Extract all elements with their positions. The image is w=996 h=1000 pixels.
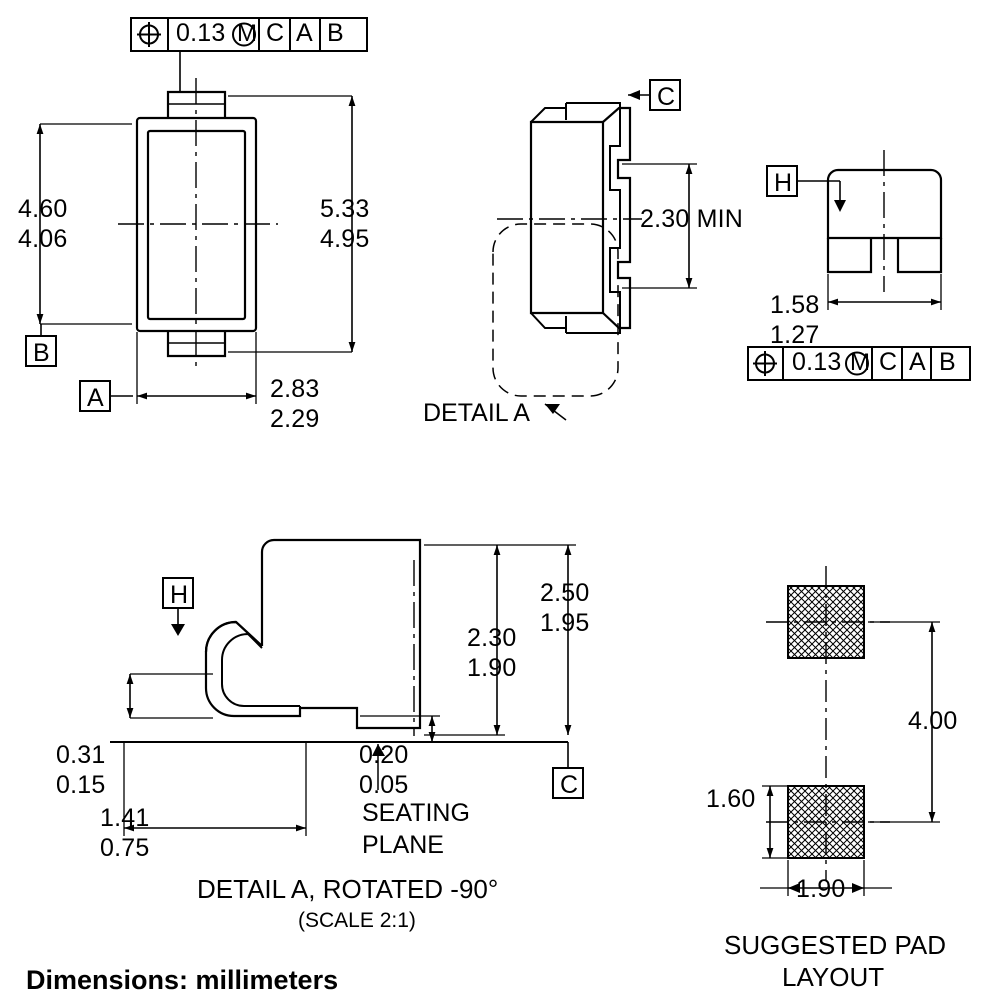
detail-lead-thickness-min: 0.15 <box>56 771 106 799</box>
pad-pitch-dim: 4.00 <box>908 707 958 735</box>
detail-a-callout: DETAIL A <box>423 399 530 427</box>
detail-standoff-min: 0.05 <box>359 771 409 799</box>
top-view-body-min: 2.29 <box>270 405 320 433</box>
seating-plane-label-line2: PLANE <box>362 831 444 859</box>
detail-overall-min: 1.95 <box>540 609 590 637</box>
top-view-fcf-material-modifier: M <box>237 20 257 47</box>
detail-lead-thickness-max: 0.31 <box>56 741 106 769</box>
pad-width-dim: 1.90 <box>796 875 846 903</box>
datum-h-label-detail: H <box>170 581 189 609</box>
top-view-fcf-tolerance: 0.13 <box>176 19 226 47</box>
top-view-width-min: 4.06 <box>18 225 68 253</box>
detail-foot-min: 0.75 <box>100 834 150 862</box>
pad-layout-caption-line1: SUGGESTED PAD <box>724 930 947 960</box>
end-view-fcf-tolerance: 0.13 <box>792 348 842 376</box>
detail-standoff-max: 0.20 <box>359 741 409 769</box>
datum-a-label: A <box>87 384 104 412</box>
end-view-fcf-datum-a: A <box>909 348 926 376</box>
pad-height-dim: 1.60 <box>706 785 756 813</box>
end-view-fcf-datum-c: C <box>879 348 898 376</box>
units-note: Dimensions: millimeters <box>26 965 339 995</box>
detail-a-scale-note: (SCALE 2:1) <box>298 909 416 932</box>
seating-plane-label-line1: SEATING <box>362 799 470 827</box>
top-view-fcf-datum-b: B <box>327 19 344 47</box>
top-view-fcf-datum-a: A <box>296 19 313 47</box>
datum-c-label-top: C <box>657 83 676 111</box>
top-view-length-max: 5.33 <box>320 195 370 223</box>
datum-h-label-end: H <box>774 169 793 197</box>
detail-body-max: 2.30 <box>467 624 517 652</box>
pad-layout-caption-line2: LAYOUT <box>782 962 885 992</box>
top-view-width-max: 4.60 <box>18 195 68 223</box>
detail-a-caption: DETAIL A, ROTATED -90° <box>197 874 499 904</box>
datum-b-label: B <box>33 339 50 367</box>
end-view-dim-min: 1.27 <box>770 321 820 349</box>
top-view-length-min: 4.95 <box>320 225 370 253</box>
end-view-fcf-datum-b: B <box>939 348 956 376</box>
top-view-fcf-datum-c: C <box>266 19 285 47</box>
detail-foot-max: 1.41 <box>100 804 150 832</box>
top-view-body-max: 2.83 <box>270 375 320 403</box>
end-view-fcf-material-modifier: M <box>850 349 870 376</box>
datum-c-label-detail: C <box>560 771 579 799</box>
detail-overall-max: 2.50 <box>540 579 590 607</box>
detail-body-min: 1.90 <box>467 654 517 682</box>
side-view-min-dim: 2.30 MIN <box>640 205 744 233</box>
end-view-dim-max: 1.58 <box>770 291 820 319</box>
